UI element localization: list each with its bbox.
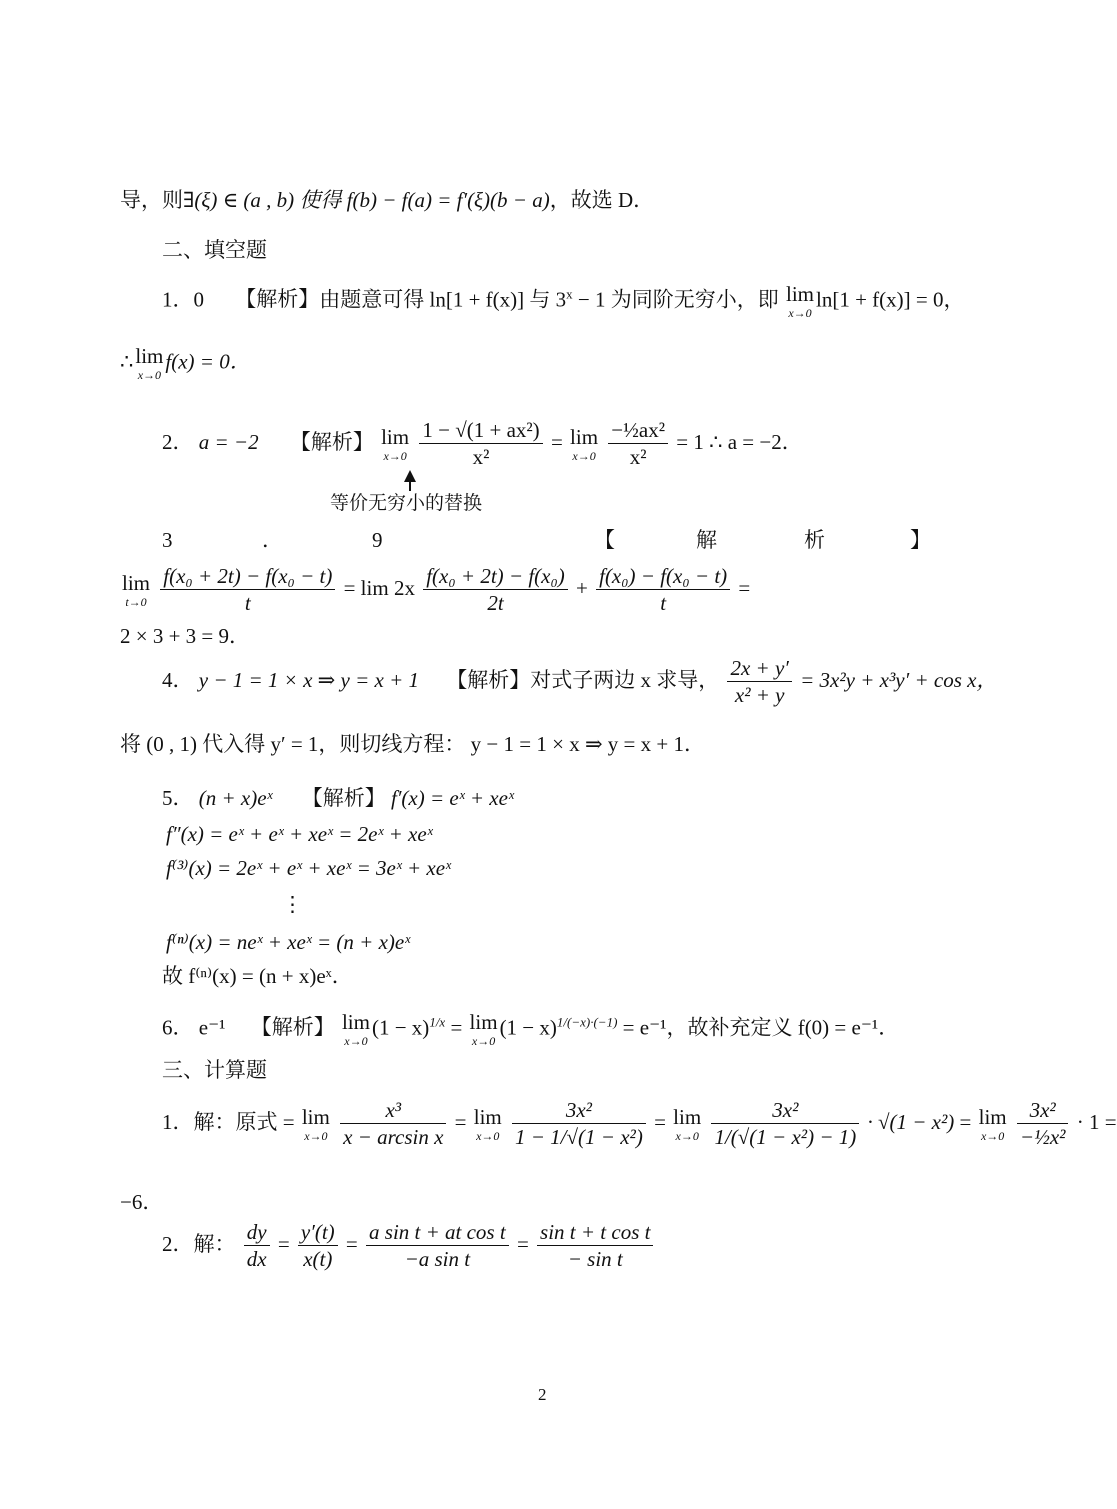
lim-sub: x→0 [572,448,596,463]
q2-frac1 [419,420,542,468]
c1-frac1 [340,1100,446,1148]
q6-expr2: (1 − x) [499,1015,557,1040]
denominator: 1 − 1/√(1 − x²) [512,1123,646,1148]
q2-answer: a = −2 [198,429,259,454]
q1-sup: x [566,286,573,302]
q6-expr1: (1 − x) [371,1015,430,1040]
q2-tail: = 1 ∴ a = −2． [676,429,803,454]
q3-number: 3 [162,528,173,552]
numerator: 3x² [565,1098,592,1122]
q4-number: 4． [162,667,194,692]
c1-end: · 1 = [1076,1109,1117,1134]
therefore: ∴ [120,349,134,374]
numerator: a sin t + at cos t [369,1220,506,1244]
denominator: −½x² [1017,1123,1069,1148]
c2-frac3 [366,1222,509,1270]
q4-tag: 【解析】 [446,667,531,692]
numerator: 2x + y′ [730,656,789,680]
q1-text3: ln[1 + f(x)] = 0， [816,287,965,312]
lim-word: lim [570,424,599,449]
q2-tag: 【解析】 [289,429,374,454]
q3-mid: = lim 2x [343,575,415,600]
lim-word: lim [301,1104,330,1129]
q3-lim1 [122,570,151,609]
q2-lim2 [570,424,599,463]
q5-line2: f″(x) = eˣ + eˣ + xeˣ = 2eˣ + xeˣ [166,822,433,846]
c1-lim2 [473,1104,502,1143]
q2-frac2 [608,420,668,468]
q2-lim1 [381,424,410,463]
q1-text2: − 1 为同阶无穷小，即 [572,287,779,312]
lim-sub: x→0 [788,306,812,320]
c1-lim3 [673,1104,702,1143]
lim-word: lim [469,1010,498,1034]
q6-lim2 [470,1012,498,1047]
lim-word: lim [673,1104,702,1129]
q5-l1: f′(x) = eˣ + xeˣ [390,786,514,810]
lim-word: lim [786,282,815,306]
c2-number: 2．解： [162,1231,236,1256]
numerator: dy [246,1220,267,1244]
line-conclusion [120,190,654,211]
q3-frac3 [596,566,730,614]
q4-line [162,658,997,706]
numerator: f(x₀ + 2t) − f(x₀) [426,564,565,588]
lim-word: lim [341,1010,370,1034]
q5-line4: f⁽ⁿ⁾(x) = neˣ + xeˣ = (n + x)eˣ [166,930,411,954]
q6-exp1: 1/x [429,1014,446,1030]
c2-frac2 [298,1222,338,1270]
c1-lim1 [301,1104,330,1143]
q6-tail: = e⁻¹，故补充定义 f(0) = e⁻¹． [622,1015,900,1040]
q4-answer: y − 1 = 1 × x ⇒ y = x + 1 [198,667,419,692]
q1-lim [786,284,814,319]
numerator: 1 − √(1 + ax²) [422,418,540,442]
arrow-stem [409,481,411,491]
denominator: t [596,589,730,614]
q5-tag: 【解析】 [301,786,386,810]
page-number: 2 [538,1385,547,1404]
numerator: 3x² [1029,1098,1056,1122]
math-mvt: ∃(ξ) ∈ (a , b) 使得 f(b) − f(a) = f′(ξ)(b − a) [183,188,550,212]
q2-line: 2． a = −2 【解析】 lim x→0 $\frac{\text{1 − √(1 + ax²)}}{\text{x²}}$ = lim x→0 $\frac{\text{−½ax²}}{\text{x²}}$ = 1 ∴ a = −2． [162,418,803,469]
denominator: x(t) [298,1245,338,1270]
denominator: dx [244,1245,270,1270]
denominator: 1/(√(1 − x²) − 1) [711,1123,859,1148]
c1-frac2 [512,1100,646,1148]
numerator: sin t + t cos t [540,1220,651,1244]
denominator: x² + y [727,681,791,706]
q5-line5: 故 f⁽ⁿ⁾(x) = (n + x)eˣ． [162,964,353,988]
q4-line2: 将 (0 , 1) 代入得 y′ = 1，则切线方程： y − 1 = 1 × x ⇒ y = x + 1． [120,732,705,756]
denominator: 2t [423,589,568,614]
c1-mul: · √(1 − x²) [867,1109,955,1134]
numerator: 3x² [772,1098,799,1122]
q3-header [162,530,932,551]
q1-text1: 由题意可得 ln[1 + f(x)] 与 3 [319,287,567,312]
q4-text: 对式子两边 x 求导， [530,667,720,692]
lim-word: lim [978,1104,1007,1129]
lim-sub: x→0 [137,368,162,382]
c1-frac4 [1017,1100,1069,1148]
q1-tag: 【解析】 [235,287,320,312]
q3-frac1 [160,566,335,614]
q6-line: 6． e⁻¹ 【解析】 lim x→0 $(1 - x)^{1/x} = \lim$ x→0 $(1 - x)^{1/(-x)\cdot(-1)} = e^{-1}$，故补充定义 f(0) = e⁻¹． [162,1010,900,1048]
c1-number: 1．解：原式 [162,1109,278,1134]
c1-line: 1．解：原式 = lim x→0 $\frac{\text{x³}}{\text{x − arcsin x}}$ = lim x→0 $\frac{\text{3x²}}{\text{1 − 1/√(1 − x²)}}$ = lim x→0 $\frac{\text{3x²}}{\text{1/(√(1 − x²) − 1)}}$ · √(1 − x²) = lim x→0 $\frac{\text{3x²}}{\text{−½x²}}$ · 1 = [162,1098,1117,1149]
lim-sub: x→0 [344,1034,368,1048]
denominator: x² [419,443,542,468]
q3-answer: 9 [372,528,383,552]
c1-result: −6． [120,1190,164,1214]
lim-word: lim [122,570,151,595]
q1-line2 [120,346,251,381]
q6-answer: e⁻¹ [198,1015,226,1040]
lim-sub: t→0 [125,594,147,609]
q1-line [162,284,965,319]
lim-sub: x→0 [476,1128,500,1143]
q3-bracket-r: 】 [910,528,931,552]
numerator: y′(t) [300,1220,335,1244]
section-heading-fill-in: 二、填空题 [162,238,267,262]
q6-tag: 【解析】 [250,1015,335,1040]
q5-line3: f⁽³⁾(x) = 2eˣ + eˣ + xeˣ = 3eˣ + xeˣ [166,856,451,880]
q5-answer: (n + x)eˣ [198,786,273,810]
numerator: f(x₀) − f(x₀ − t) [599,564,728,588]
numerator: f(x₀ + 2t) − f(x₀ − t) [163,564,333,588]
c2-frac1 [244,1222,270,1270]
q4-rhs: = 3x²y + x³y′ + cos x， [800,667,998,692]
c2-line: 2．解： $\frac{dy}{dx}$ = $\frac{y'(t)}{x(t)}$ = $\frac{\text{a sin t + at cos t}}{\text{−a sin t}}$ = $\frac{\text{sin t + t cos t}}{\text{− sin t}}$ [162,1222,656,1270]
q3-dot: ． [262,528,283,552]
q3-jie: 解 [696,528,717,552]
q1-result: f(x) = 0． [165,349,251,374]
c1-frac3 [711,1100,859,1148]
q6-lim1 [342,1012,370,1047]
numerator: −½ax² [611,418,666,442]
section-heading-compute: 三、计算题 [162,1058,267,1082]
lim-sub: x→0 [304,1128,328,1143]
q6-number: 6． [162,1015,194,1040]
numerator: x³ [385,1098,402,1122]
q3-xi: 析 [804,528,825,552]
lim-word: lim [135,344,164,368]
q1-number: 1．0 [162,287,204,312]
lim-sub: x→0 [471,1034,496,1048]
lim-sub: x→0 [675,1128,699,1143]
denominator: t [160,589,335,614]
q3-frac2 [423,566,568,614]
q3-result: 2 × 3 + 3 = 9． [120,624,251,648]
q5-line [162,788,514,809]
q6-exp2: 1/(−x)·(−1) [556,1014,618,1030]
suffix: ，故选 D． [549,188,655,212]
q1-lim2 [135,346,163,381]
q2-number: 2． [162,429,194,454]
q5-dots: ⋮ [282,892,303,916]
denominator: x² [608,443,668,468]
q3-bracket-l: 【 [594,528,615,552]
q2-note: 等价无穷小的替换 [330,492,483,514]
denominator: − sin t [537,1245,653,1270]
lim-word: lim [473,1104,502,1129]
denominator: x − arcsin x [340,1123,446,1148]
c1-lim4 [978,1104,1007,1143]
prefix: 导，则 [120,188,183,212]
q3-formula: lim t→0 $\frac{\text{f(x₀ + 2t) − f(x₀ − t)}}{t}$ = lim 2x $\frac{\text{f(x₀ + 2t) − f(x₀)}}{2t}$ + $\frac{\text{f(x₀) − f(x₀ − t)}}{t}$ = [122,564,751,615]
lim-word: lim [381,424,410,449]
q5-number: 5． [162,786,194,810]
c2-frac4 [537,1222,653,1270]
lim-sub: x→0 [980,1128,1005,1143]
denominator: −a sin t [366,1245,509,1270]
q4-frac [727,658,791,706]
lim-sub: x→0 [383,448,407,463]
